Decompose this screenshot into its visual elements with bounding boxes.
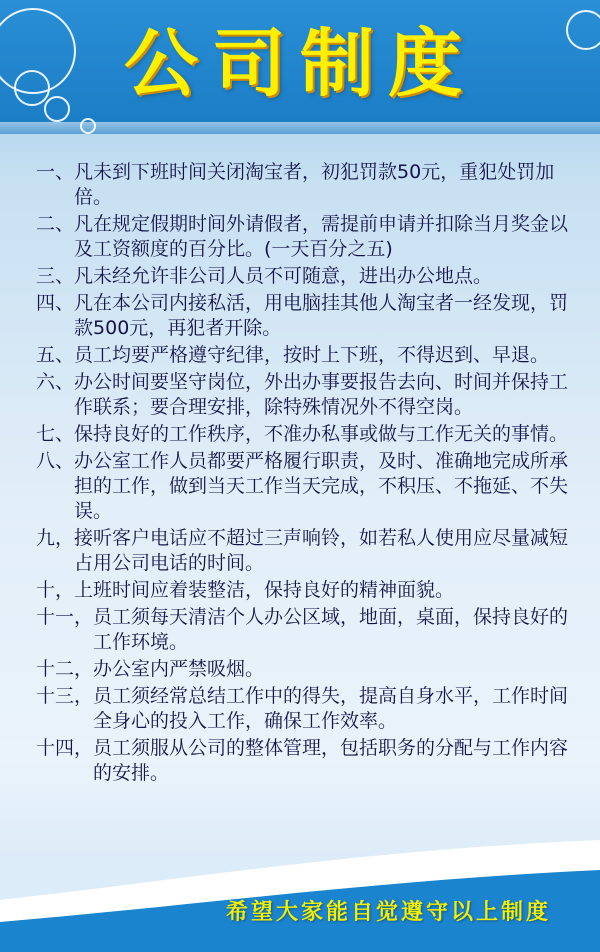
rule-item bbox=[36, 343, 584, 368]
rule-text: 办公室内严禁吸烟。 bbox=[93, 658, 265, 680]
rule-item bbox=[36, 212, 584, 262]
rule-number: 九， bbox=[36, 527, 75, 549]
rule-number: 十三， bbox=[36, 685, 94, 707]
rule-text: 员工均要严格遵守纪律，按时上下班，不得迟到、早退。 bbox=[74, 344, 550, 366]
rule-item bbox=[36, 736, 584, 786]
header-shine bbox=[0, 122, 600, 134]
rule-text: 上班时间应着装整洁，保持良好的精神面貌。 bbox=[74, 579, 455, 601]
rule-text: 办公室工作人员都要严格履行职责，及时、准确地完成所承担的工作，做到当天工作当天完成，不积压、不拖延、不失误。 bbox=[74, 450, 569, 522]
rule-number: 十， bbox=[36, 579, 75, 601]
rule-text: 凡未到下班时间关闭淘宝者，初犯罚款50元，重犯处罚加倍。 bbox=[74, 161, 555, 208]
rule-item bbox=[36, 422, 584, 447]
rule-item bbox=[36, 578, 584, 603]
rule-item bbox=[36, 160, 584, 210]
rule-item bbox=[36, 264, 584, 289]
rule-number: 二、 bbox=[36, 213, 75, 235]
rules-list bbox=[36, 160, 584, 788]
rule-item bbox=[36, 657, 584, 682]
rule-text: 办公时间要坚守岗位，外出办事要报告去向、时间并保持工作联系；要合理安排，除特殊情况外不得空岗。 bbox=[74, 371, 569, 418]
rule-number: 十二， bbox=[36, 658, 94, 680]
rule-number: 十四， bbox=[36, 737, 94, 759]
rule-text: 凡在本公司内接私活，用电脑挂其他人淘宝者一经发现，罚款500元，再犯者开除。 bbox=[74, 292, 569, 339]
rule-text: 员工须每天清洁个人办公区域，地面，桌面，保持良好的工作环境。 bbox=[93, 606, 569, 653]
rule-text: 凡未经允许非公司人员不可随意，进出办公地点。 bbox=[74, 265, 493, 287]
page-title: 公司制度 bbox=[124, 21, 476, 107]
rule-item bbox=[36, 605, 584, 655]
rule-number: 五、 bbox=[36, 344, 75, 366]
rule-item bbox=[36, 526, 584, 576]
rule-number: 六、 bbox=[36, 371, 75, 393]
footer-slogan: 希望大家能自觉遵守以上制度 bbox=[226, 900, 552, 925]
rule-text: 员工须经常总结工作中的得失，提高自身水平，工作时间全身心的投入工作，确保工作效率。 bbox=[93, 685, 569, 732]
rule-text: 保持良好的工作秩序，不准办私事或做与工作无关的事情。 bbox=[74, 423, 569, 445]
rule-number: 三、 bbox=[36, 265, 75, 287]
rule-number: 七、 bbox=[36, 423, 75, 445]
rule-number: 十一， bbox=[36, 606, 94, 628]
rule-item bbox=[36, 684, 584, 734]
rule-item bbox=[36, 291, 584, 341]
rule-number: 八、 bbox=[36, 450, 75, 472]
rule-number: 四、 bbox=[36, 292, 75, 314]
rule-item bbox=[36, 449, 584, 524]
header-banner bbox=[0, 0, 600, 134]
rule-number: 一、 bbox=[36, 161, 75, 183]
rule-text: 员工须服从公司的整体管理，包括职务的分配与工作内容的安排。 bbox=[93, 737, 569, 784]
rule-text: 凡在规定假期时间外请假者，需提前申请并扣除当月奖金以及工资额度的百分比。(一天百分之五) bbox=[74, 213, 569, 260]
rule-text: 接听客户电话应不超过三声响铃，如若私人使用应尽量减短占用公司电话的时间。 bbox=[74, 527, 569, 574]
rule-item bbox=[36, 370, 584, 420]
